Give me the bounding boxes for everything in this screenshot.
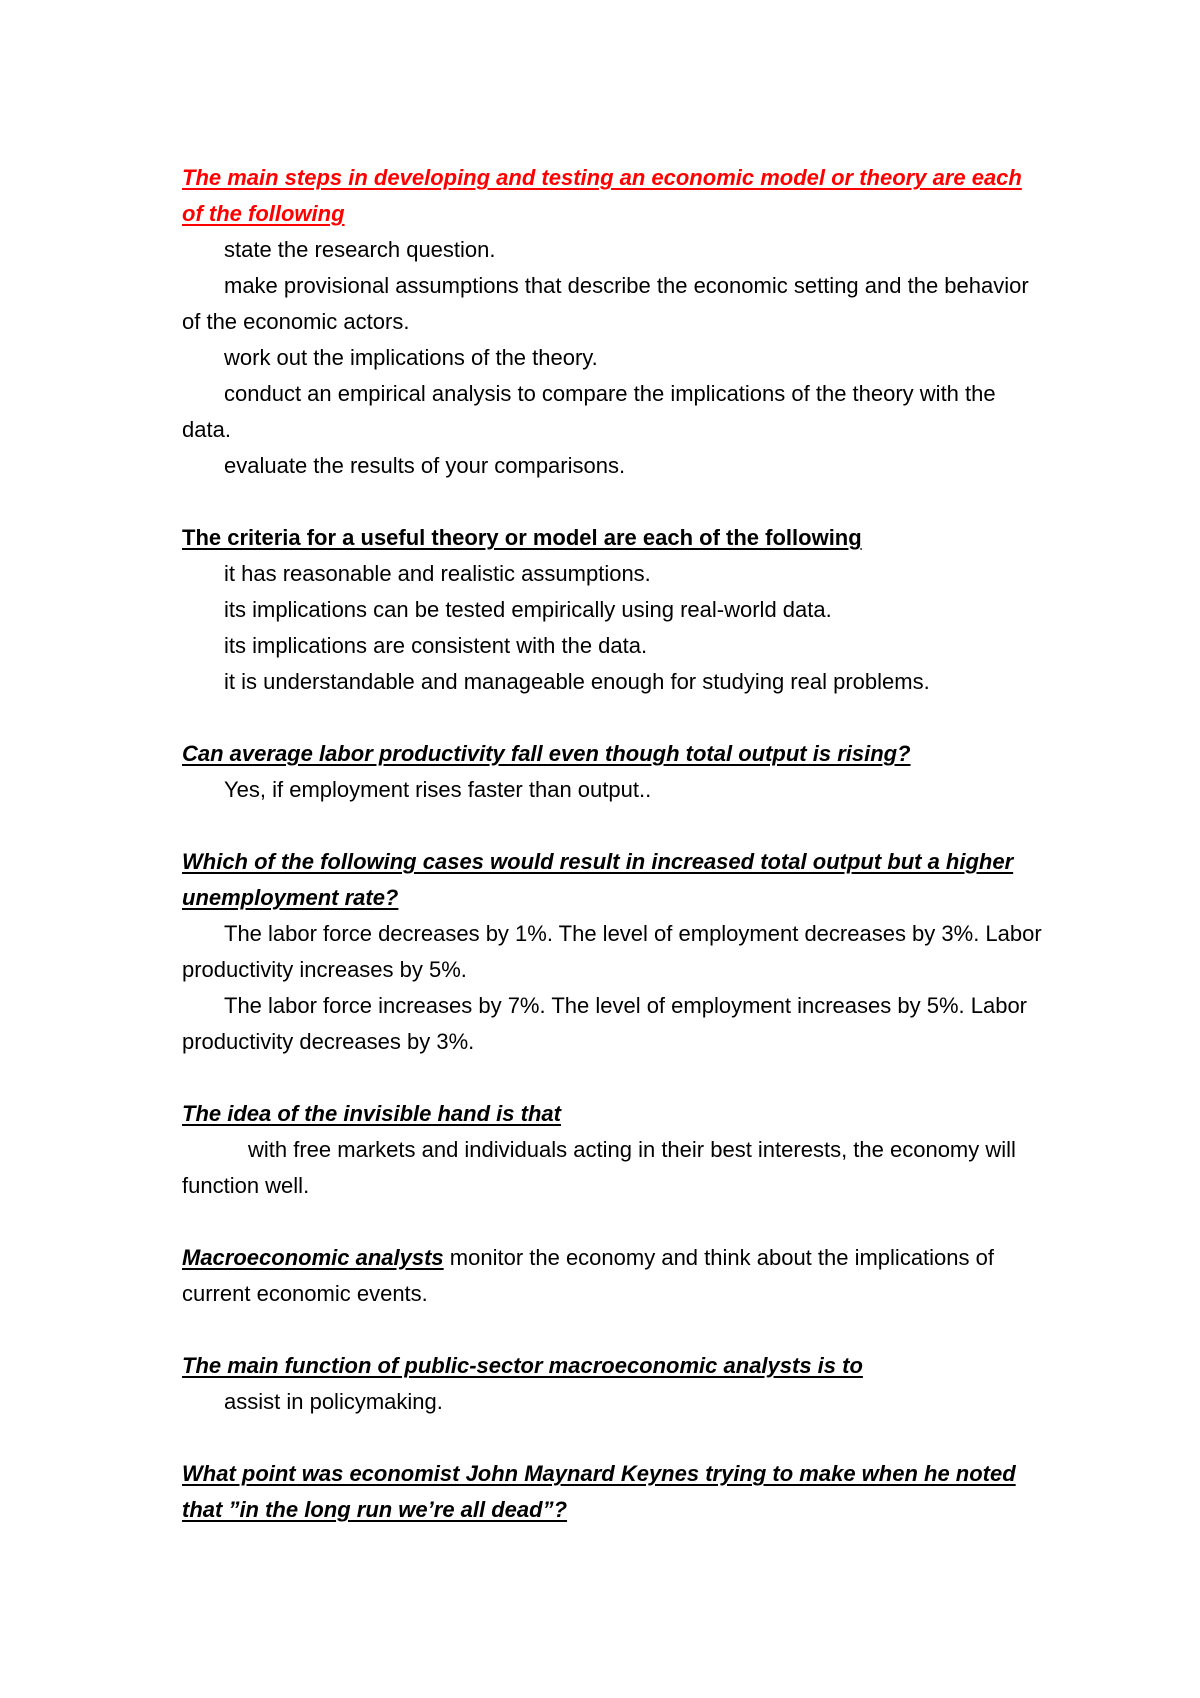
heading-model-steps: The main steps in developing and testing an economic model or theory are each of the following xyxy=(182,165,1022,226)
list-item: its implications can be tested empirically using real-world data. xyxy=(224,597,832,622)
answer-text: Yes, if employment rises faster than output.. xyxy=(224,777,652,802)
section-labor-productivity xyxy=(182,736,1042,808)
answer-text: with free markets and individuals acting in their best interests, the economy will function well. xyxy=(182,1137,1016,1198)
heading-keynes: What point was economist John Maynard Keynes trying to make when he noted that ”in the long run we’re all dead”? xyxy=(182,1461,1016,1522)
list-item: work out the implications of the theory. xyxy=(224,345,598,370)
section-model-steps xyxy=(182,160,1042,484)
list-item: make provisional assumptions that describe the economic setting and the behavior of the economic actors. xyxy=(182,273,1029,334)
list-item: evaluate the results of your comparisons. xyxy=(224,453,626,478)
section-invisible-hand xyxy=(182,1096,1042,1204)
list-item: state the research question. xyxy=(224,237,496,262)
list-item: The labor force decreases by 1%. The level of employment decreases by 3%. Labor productivity increases by 5%. xyxy=(182,921,1042,982)
heading-labor-productivity: Can average labor productivity fall even though total output is rising? xyxy=(182,741,911,766)
heading-invisible-hand: The idea of the invisible hand is that xyxy=(182,1101,561,1126)
list-item: its implications are consistent with the data. xyxy=(224,633,648,658)
definition-text: monitor the economy and think about the implications of current economic events. xyxy=(182,1245,994,1306)
heading-useful-theory: The criteria for a useful theory or model are each of the following xyxy=(182,525,862,550)
section-useful-theory xyxy=(182,520,1042,700)
heading-unemployment-cases: Which of the following cases would result in increased total output but a higher unemployment rate? xyxy=(182,849,1014,910)
answer-text: assist in policymaking. xyxy=(224,1389,443,1414)
section-unemployment-cases xyxy=(182,844,1042,1060)
section-keynes xyxy=(182,1456,1042,1528)
heading-public-sector: The main function of public-sector macroeconomic analysts is to xyxy=(182,1353,863,1378)
section-public-sector xyxy=(182,1348,1042,1420)
term-macro-analysts: Macroeconomic analysts xyxy=(182,1245,444,1270)
list-item: The labor force increases by 7%. The level of employment increases by 5%. Labor productivity decreases by 3%. xyxy=(182,993,1027,1054)
list-item: it has reasonable and realistic assumptions. xyxy=(224,561,651,586)
document-page xyxy=(182,160,1042,1564)
list-item: it is understandable and manageable enough for studying real problems. xyxy=(224,669,930,694)
list-item: conduct an empirical analysis to compare the implications of the theory with the data. xyxy=(182,381,996,442)
section-macro-analysts xyxy=(182,1240,1042,1312)
